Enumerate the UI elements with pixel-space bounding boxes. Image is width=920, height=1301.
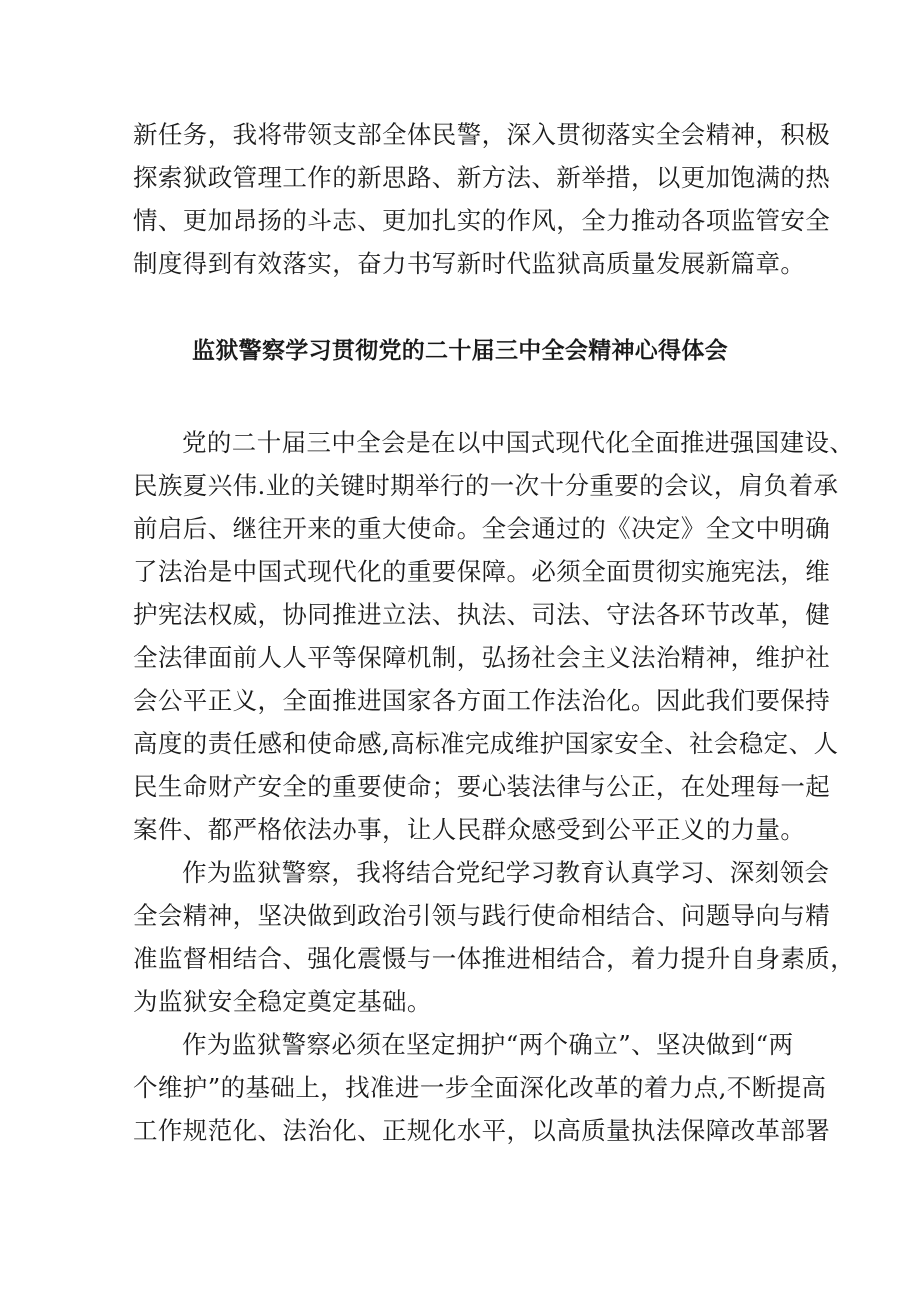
text-line: 前启后、继往开来的重大使命。全会通过的《决定》全文中明确: [133, 514, 831, 543]
text-line: 民生命财产安全的重要使命；要心装法律与公正，在处理每一起: [133, 772, 831, 801]
text-line: 探索狱政管理工作的新思路、新方法、新举措，以更加饱满的热: [133, 163, 831, 192]
text-line: 党的二十届三中全会是在以中国式现代化全面推进强国建设、: [182, 428, 855, 457]
text-line: 案件、都严格依法办事，让人民群众感受到公平正义的力量。: [133, 815, 806, 844]
text-line: 会公平正义，全面推进国家各方面工作法治化。因此我们要保持: [133, 686, 831, 715]
text-line: 全会精神，坚决做到政治引领与践行使命相结合、问题导向与精: [133, 901, 831, 930]
text-line: 新任务，我将带领支部全体民警，深入贯彻落实全会精神，积极: [133, 120, 831, 149]
text-line: 了法治是中国式现代化的重要保障。必须全面贯彻实施宪法，维: [133, 557, 831, 586]
text-line: 情、更加昂扬的斗志、更加扎实的作风，全力推动各项监管安全: [133, 206, 831, 235]
text-line: 作为监狱警察必须在坚定拥护“两个确立”、坚决做到“两: [182, 1030, 794, 1059]
text-line: 高度的责任感和使命感,高标准完成维护国家安全、社会稳定、人: [133, 729, 839, 758]
article-title: 监狱警察学习贯彻党的二十届三中全会精神心得体会: [192, 337, 728, 364]
text-line: 民族夏兴伟.业的关键时期举行的一次十分重要的会议，肩负着承: [133, 471, 839, 500]
text-line: 护宪法权威，协同推进立法、执法、司法、守法各环节改革，健: [133, 600, 831, 629]
text-line: 全法律面前人人平等保障机制，弘扬社会主义法治精神，维护社: [133, 643, 831, 672]
text-line: 个维护”的基础上，找准进一步全面深化改革的着力点,不断提高: [133, 1073, 827, 1102]
text-line: 准监督相结合、强化震慑与一体推进相结合，着力提升自身素质，: [133, 944, 856, 973]
text-line: 工作规范化、法治化、正规化水平，以高质量执法保障改革部署: [133, 1116, 831, 1145]
text-line: 制度得到有效落实，奋力书写新时代监狱高质量发展新篇章。: [133, 249, 806, 278]
text-line: 作为监狱警察，我将结合党纪学习教育认真学习、深刻领会: [182, 858, 830, 887]
text-line: 为监狱安全稳定奠定基础。: [133, 987, 432, 1016]
